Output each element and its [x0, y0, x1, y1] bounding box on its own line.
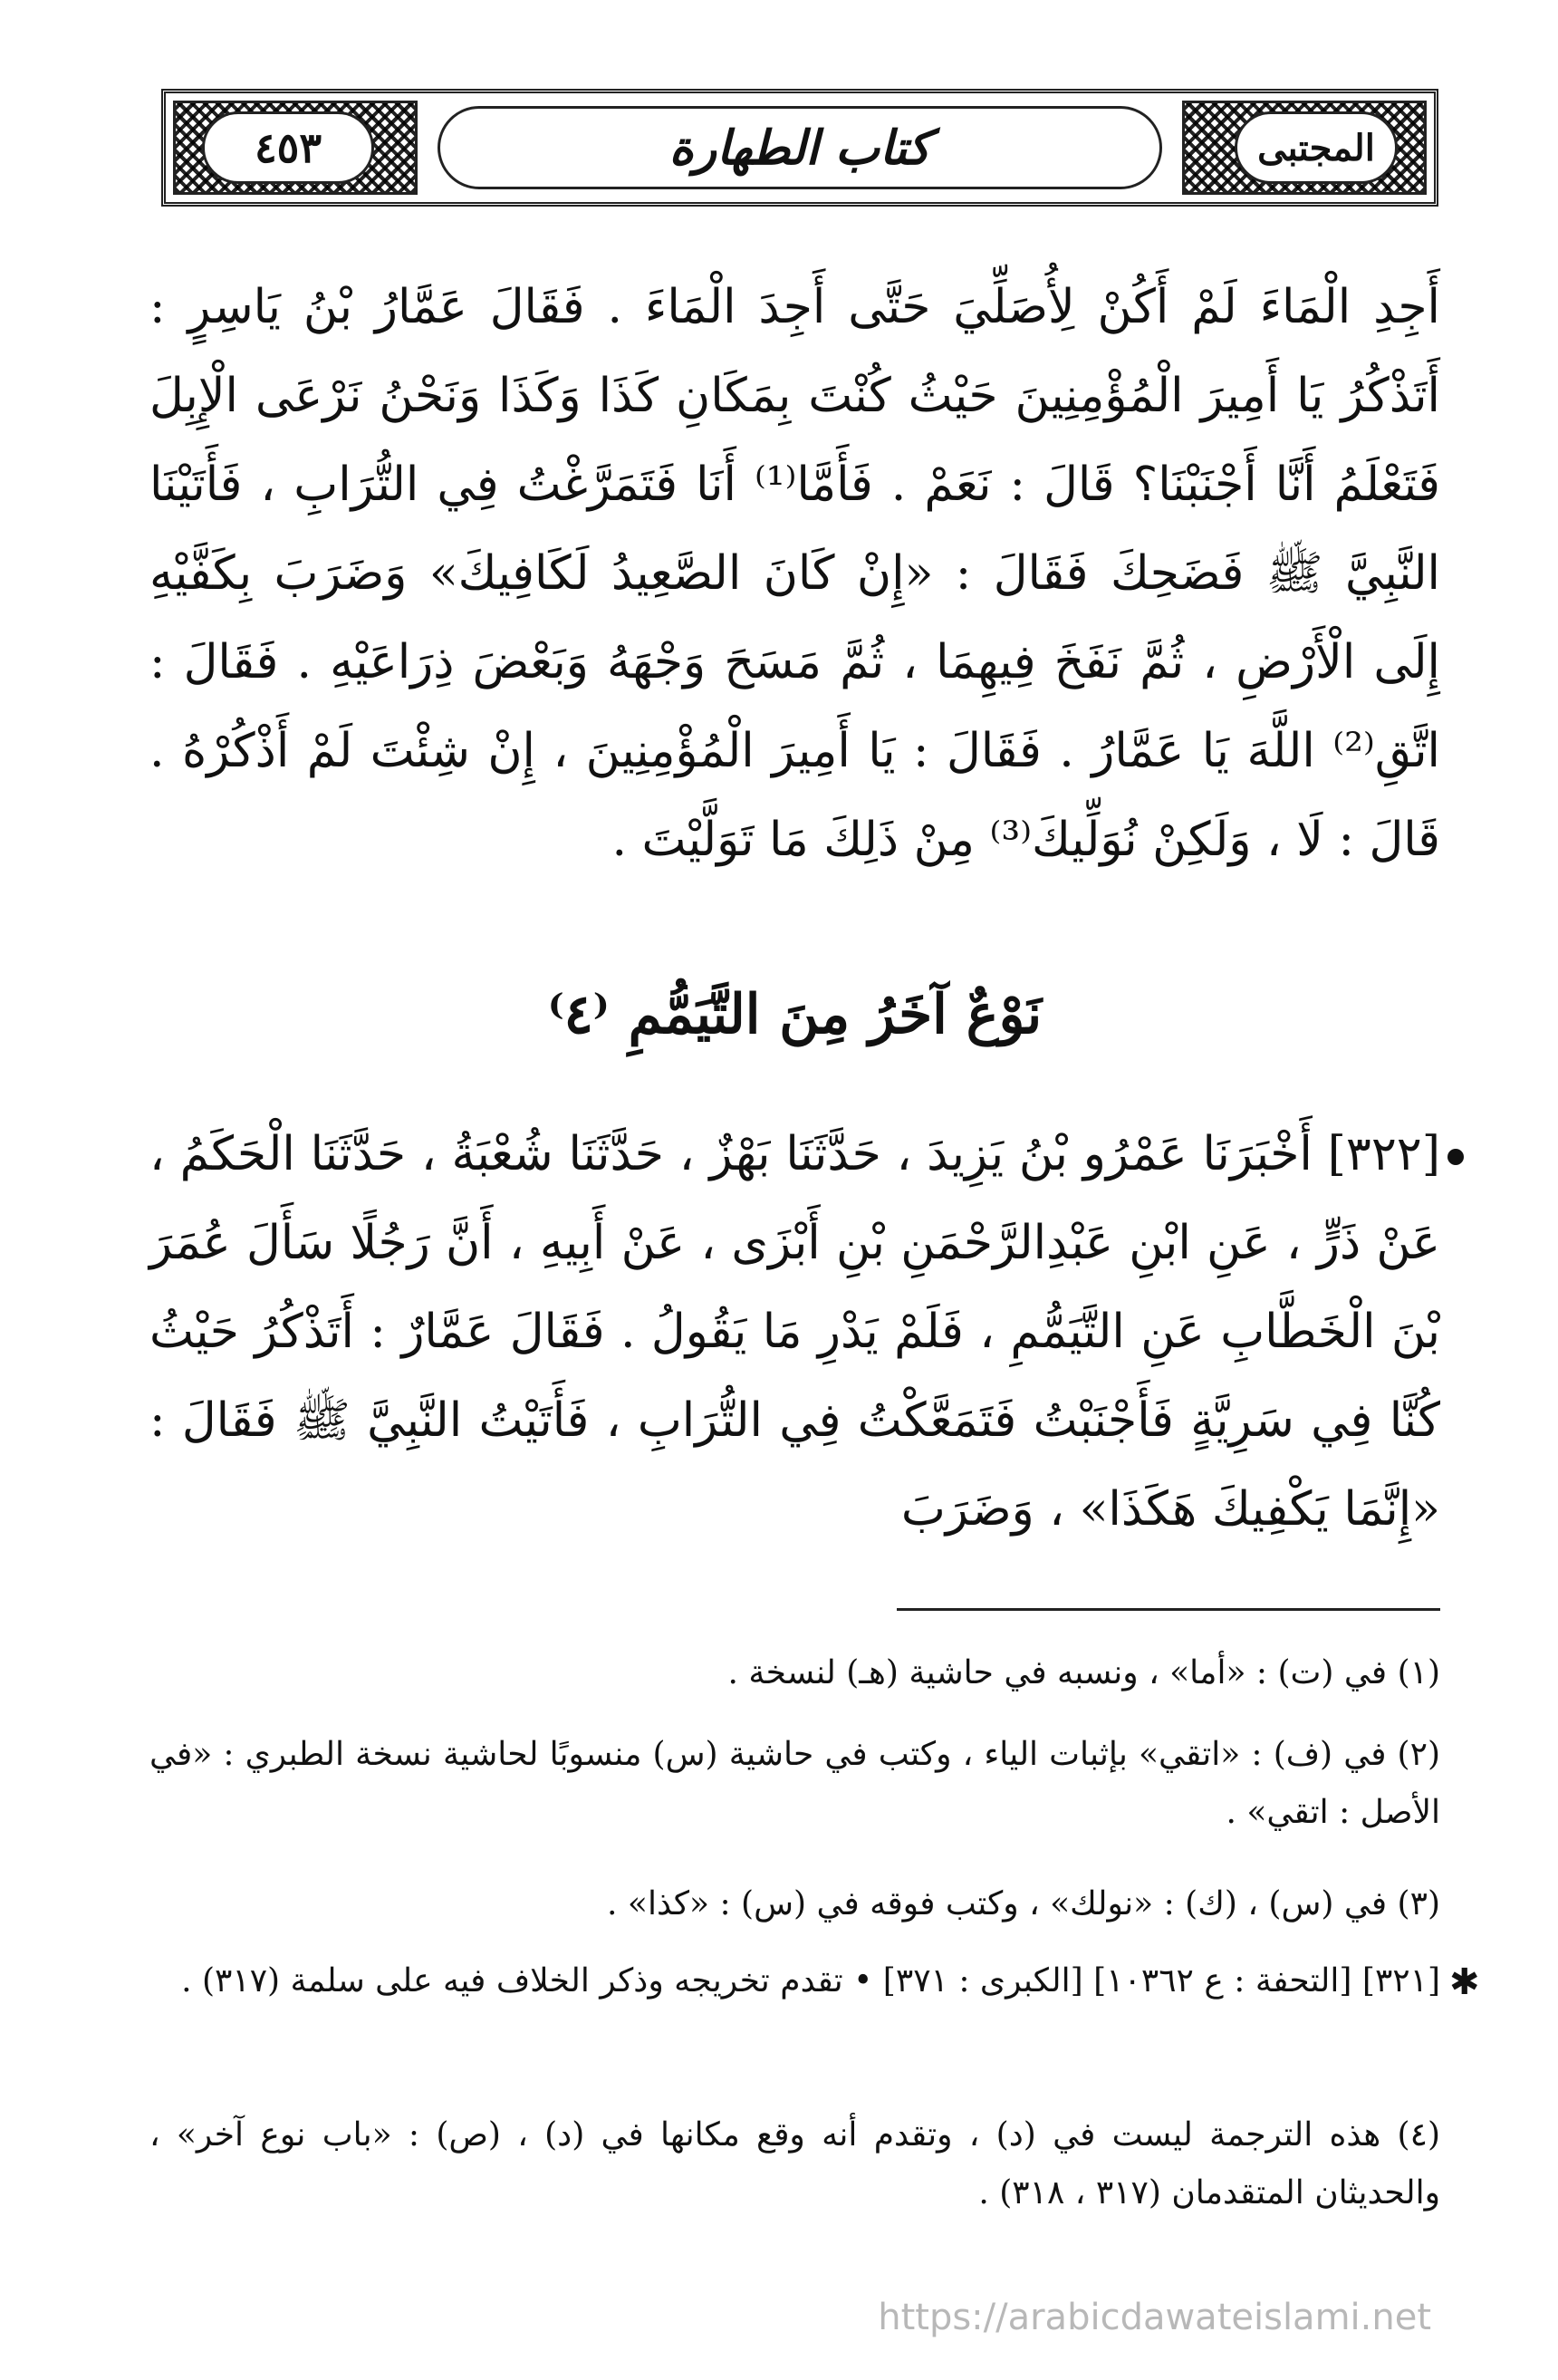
main-paragraph-2: [٣٢٢] أَخْبَرَنَا عَمْرُو بْنُ يَزِيدَ ، حَدَّثَنَا بَهْزٌ ، حَدَّثَنَا شُعْبَةُ ، حَدَّثَنَا الْحَكَمُ ، عَنْ ذَرٍّ ، عَنِ ابْنِ عَبْدِالرَّحْمَنِ بْنِ أَبْزَى ، عَنْ أَبِيهِ ، أَنَّ رَجُلًا سَأَلَ عُمَرَ بْنَ الْخَطَّابِ عَنِ التَّيَمُّمِ ، فَلَمْ يَدْرِ مَا يَقُولُ . فَقَالَ عَمَّارٌ : أَتَذْكُرُ حَيْثُ كُنَّا فِي سَرِيَّةٍ فَأَجْنَبْتُ فَتَمَعَّكْتُ فِي التُّرَابِ ، فَأَتَيْتُ النَّبِيَّ ﷺ فَقَالَ : «إِنَّمَا يَكْفِيكَ هَكَذَا» ، وَضَرَبَ — [149, 1127, 1440, 1537]
footnote-2: (٢) في (ف) : «اتقي» بإثبات الياء ، وكتب في حاشية (س) منسوبًا لحاشية نسخة الطبري : «في الأصل : اتقي» . — [149, 1736, 1440, 1831]
footnote-divider — [897, 1608, 1440, 1611]
hadith-bullet-icon — [1447, 1149, 1464, 1165]
section-heading: نَوْعٌ آخَرُ مِنَ التَّيَمُّمِ ⁽٤⁾ — [547, 983, 1043, 1046]
footnote-takhrij: [٣٢١] [التحفة : ع ١٠٣٦٢] [الكبرى : ٣٧١] • تقدم تخريجه وذكر الخلاف فيه على سلمة (٣١٧) . — [181, 1962, 1440, 1999]
page-number: ٤٥٣ — [202, 111, 374, 184]
footnote-3: (٣) في (س) ، (ك) : «نولك» ، وكتب فوقه في (س) : «كذا» . — [607, 1885, 1440, 1922]
asterisk-icon: ✱ — [1449, 1961, 1480, 2003]
main-paragraph-1: أَجِدِ الْمَاءَ لَمْ أَكُنْ لِأُصَلِّيَ حَتَّى أَجِدَ الْمَاءَ . فَقَالَ عَمَّارُ بْنُ يَاسِرٍ : أَتَذْكُرُ يَا أَمِيرَ الْمُؤْمِنِينَ حَيْثُ كُنْتَ بِمَكَانِ كَذَا وَكَذَا وَنَحْنُ نَرْعَى الْإِبِلَ فَتَعْلَمُ أَنَّا أَجْنَبْنَا؟ قَالَ : نَعَمْ . فَأَمَّا⁽¹⁾ أَنَا فَتَمَرَّغْتُ فِي التُّرَابِ ، فَأَتَيْنَا النَّبِيَّ ﷺ فَضَحِكَ فَقَالَ : «إِنْ كَانَ الصَّعِيدُ لَكَافِيكَ» وَضَرَبَ بِكَفَّيْهِ إِلَى الْأَرْضِ ، ثُمَّ نَفَخَ فِيهِمَا ، ثُمَّ مَسَحَ وَجْهَهُ وَبَعْضَ ذِرَاعَيْهِ . فَقَالَ : اتَّقِ⁽²⁾ اللَّهَ يَا عَمَّارُ . فَقَالَ : يَا أَمِيرَ الْمُؤْمِنِينَ ، إِنْ شِئْتَ لَمْ أَذْكُرْهُ . قَالَ : لَا ، وَلَكِنْ نُوَلِّيكَ⁽³⁾ مِنْ ذَلِكَ مَا تَوَلَّيْتَ . — [149, 280, 1440, 867]
book-title: كتاب الطهارة — [438, 106, 1162, 189]
watermark-url: https://arabicdawateislami.net — [878, 2297, 1431, 2338]
page-header — [161, 89, 1438, 207]
footnote-4: (٤) هذه الترجمة ليست في (د) ، وتقدم أنه وقع مكانها في (د) ، (ص) : «باب نوع آخر» ، والحديثان المتقدمان (٣١٧ ، ٣١٨) . — [149, 2116, 1440, 2211]
footnote-1: (١) في (ت) : «أما» ، ونسبه في حاشية (هـ) لنسخة . — [727, 1654, 1440, 1691]
book-logo: المجتبى — [1235, 111, 1398, 184]
